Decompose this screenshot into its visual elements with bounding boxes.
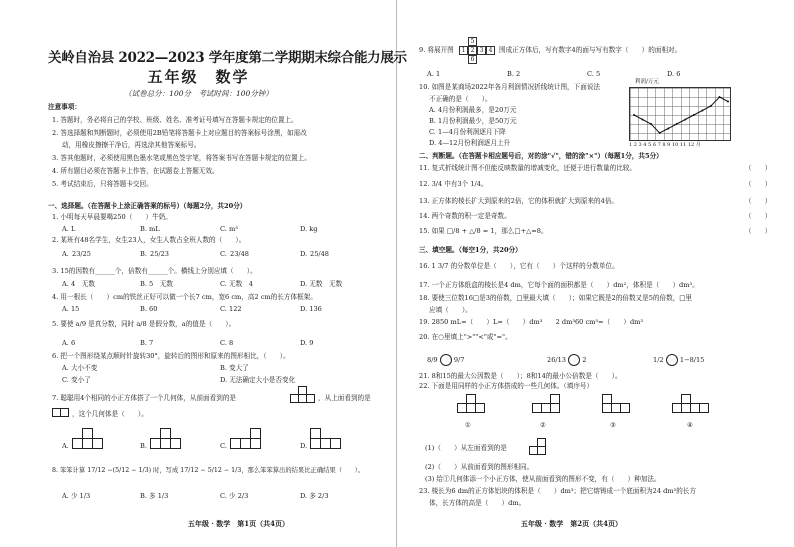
- q2-c-val: 23/48: [230, 250, 250, 258]
- q2-a: A.: [62, 250, 69, 258]
- q3-a: A. 4 无数: [62, 280, 95, 288]
- f20-right1: 9/7: [453, 356, 465, 364]
- q6: 6. 把一个图形绕某点顺时针旋转30°，旋转后的图形和原来的图形相比，（ ）。: [52, 352, 290, 360]
- q1: 1. 小明每天早晨要喝250（ ）牛奶。: [52, 213, 172, 221]
- q2-c: C.: [220, 250, 227, 258]
- q2-d-val: 25/48: [310, 250, 330, 258]
- q7: 7. 聪聪用4个相同的小正方体搭了一个几何体，从前面看到的是: [52, 394, 237, 402]
- compare-circle-2[interactable]: [568, 354, 580, 366]
- q3: 3. 15的因数有______个，倍数有______个。横线上分别应填（ ）。: [52, 267, 257, 275]
- q7-top-label: ，从上面看到的是: [318, 394, 371, 402]
- chart-x-labels: 1 2 3 4 5 6 7 8 9 10 11 12 月: [629, 142, 701, 148]
- q9-d: D. 6: [667, 70, 681, 78]
- q9-a: A. 1: [427, 70, 441, 78]
- q7-question: ，这个几何体是（ ）。: [72, 410, 148, 418]
- q10-a: A. 4月份利润最多，是20万元: [429, 106, 517, 114]
- chart-series-line: [634, 97, 728, 133]
- q9-b: B. 2: [507, 70, 521, 78]
- j12: 12. 3/4 中有3个 1/4。: [419, 180, 488, 188]
- chart-point: [719, 96, 721, 98]
- q3-b: B. 5 无数: [140, 280, 174, 288]
- right-page: [397, 0, 794, 547]
- solid-1-label: ①: [465, 421, 471, 429]
- solid-4-label: ④: [687, 421, 693, 429]
- net-face-6: 6: [468, 55, 477, 64]
- q9-c: C. 5: [587, 70, 601, 78]
- j14: 14. 两个奇数的积一定是奇数。: [419, 212, 511, 220]
- j15-mark[interactable]: （ ）: [745, 227, 772, 235]
- chart-point: [727, 101, 729, 103]
- net-face-5: 5: [468, 37, 477, 46]
- note-2b: 动，用橡皮擦擦干净后，再选涂其他答案标号。: [62, 141, 201, 149]
- f21: 21. 8和15的最大公因数是（ ）；8和14的最小公倍数是（ ）。: [419, 372, 622, 380]
- j13-mark[interactable]: （ ）: [745, 197, 772, 205]
- q4-a: A. 15: [62, 305, 80, 313]
- solid-2-label: ②: [540, 421, 546, 429]
- j13: 13. 正方体的棱长扩大到原来的2倍，它的体积就扩大到原来的4倍。: [419, 197, 619, 205]
- profit-line-chart: [629, 87, 731, 141]
- q9: 9. 将展开图: [419, 46, 454, 54]
- f22-part2: (2)（ ）从前面看到的图形相同。: [425, 463, 534, 471]
- compare-circle-3[interactable]: [666, 354, 678, 366]
- q8-a: A. 少 1/3: [62, 492, 91, 500]
- net-face-1: 1: [459, 46, 468, 55]
- f17: 17. 一个正方体纸盒的棱长是4 dm，它每个面的面积都是（ ）dm²，体积是（ ）dm³。: [419, 281, 699, 289]
- q1-b: B. mL: [140, 225, 160, 233]
- q7-a: A.: [62, 442, 69, 450]
- f16: 16. 1 3/7 的分数单位是（ ），它有（ ）个这样的分数单位。: [419, 262, 619, 270]
- q5-d: D. 9: [300, 339, 314, 347]
- chart-point: [710, 105, 712, 107]
- j11: 11. 复式折线统计图不但能反映数量的增减变化，还便于进行数量的比较。: [419, 164, 636, 172]
- chart-point: [667, 128, 669, 130]
- chart-point: [676, 123, 678, 125]
- chart-svg: [630, 88, 732, 142]
- note-5: 5. 考试结束后，只将答题卡交回。: [52, 180, 153, 188]
- q4: 4. 用一根长（ ）cm的铁丝正好可以做一个长7 cm，宽6 cm，高2 cm的长方体框架。: [52, 293, 317, 301]
- q2-a-val: 23/25: [72, 250, 92, 258]
- right-footer: 五年级 · 数学 第2页（共4页）: [521, 519, 623, 528]
- q1-c: C. m³: [220, 225, 238, 233]
- chart-point: [693, 114, 695, 116]
- f18-cont: 应填（ ）。: [429, 306, 472, 314]
- net-face-3: 3: [477, 46, 486, 55]
- q10-c: C. 1—4月份利润逐月下降: [429, 128, 506, 136]
- q6-b: B. 变大了: [220, 364, 249, 372]
- f20-right2: 2: [582, 356, 587, 364]
- q10: 10. 如图是某商场2022年各月利润情况折线统计图，下面说法: [419, 83, 601, 91]
- q8-b: B. 多 1/3: [140, 492, 169, 500]
- q5-c: C. 8: [220, 339, 234, 347]
- chart-point: [659, 132, 661, 134]
- f22-part3: (3) 给①几何体添一个小正方体，使从前面看到的图形不变，有（ ）种加法。: [425, 475, 661, 483]
- q2-b: B.: [140, 250, 147, 258]
- f22: 22. 下面是用同样的小正方体搭成的一些几何体。（填序号）: [419, 382, 594, 390]
- f19: 19. 2850 mL=（ ）L=（ ）dm³ 2 dm³60 cm³=（ ）dm³: [419, 318, 644, 326]
- q7-d: D.: [300, 442, 308, 450]
- q10-question: 不正确的是（ ）。: [429, 95, 492, 103]
- exam-title: 关岭自治县 2022—2023 学年度第二学期期末综合能力展示: [48, 50, 407, 66]
- q4-b: B. 60: [140, 305, 158, 313]
- section-judge: 二、判断题。（在答题卡相应题号后，对的涂"√"，错的涂"×"）（每题1分，共5分）: [419, 152, 663, 160]
- q7-b: B.: [140, 442, 147, 450]
- q3-c: C. 无数 4: [220, 280, 253, 288]
- chart-point: [650, 123, 652, 125]
- note-4: 4. 所有题目必须在答题卡上作答，在试题卷上答题无效。: [52, 167, 219, 175]
- q5-b: B. 7: [140, 339, 154, 347]
- q2-b-val: 25/23: [150, 250, 170, 258]
- notes-heading: 注意事项：: [48, 103, 81, 111]
- f23-cont: 体，长方体的高是（ ）dm。: [429, 499, 526, 507]
- chart-point: [684, 119, 686, 121]
- q10-b: B. 1月份利润最少，是50万元: [429, 117, 517, 125]
- j15: 15. 如果 □/8 + △/8 = 1，那么□+△=8。: [419, 227, 548, 235]
- j14-mark[interactable]: （ ）: [745, 212, 772, 220]
- q4-d: D. 136: [300, 305, 322, 313]
- f20-left3: 1/2: [653, 356, 664, 364]
- left-footer: 五年级 · 数学 第1页（共4页）: [188, 519, 290, 528]
- exam-subtitle: 五年级 数学: [147, 68, 250, 86]
- solid-3-label: ③: [610, 421, 616, 429]
- f20: 20. 在○里填上">""<"或"="。: [419, 333, 512, 341]
- q8-d: D. 多 2/3: [300, 492, 329, 500]
- q7-c: C.: [220, 442, 227, 450]
- section-fill: 三、填空题。（每空1分，共20分）: [419, 246, 522, 254]
- f23: 23. 棱长为6 dm的正方体铝块的体积是（ ）dm³；把它熔铸成一个底面积为24 dm²的长方: [419, 487, 697, 495]
- q4-c: C. 122: [220, 305, 242, 313]
- net-face-2: 2: [468, 46, 477, 55]
- f20-left2: 26/13: [547, 356, 567, 364]
- q8-c: C. 少 2/3: [220, 492, 249, 500]
- q1-d: D. kg: [300, 225, 318, 233]
- chart-unit: 利润/万元: [635, 79, 659, 85]
- q5: 5. 要使 a/9 是真分数，同时 a/8 是假分数，a的值是（ ）。: [52, 320, 236, 328]
- q6-c: C. 变小了: [62, 376, 91, 384]
- f18: 18. 要使三位数16□是3的倍数，□里最大填（ ）；如果它既是2的倍数又是5的倍数，□里: [419, 294, 693, 302]
- q6-d: D. 无法确定大小是否变化: [220, 376, 296, 384]
- q1-a: A. L: [62, 225, 76, 233]
- q9-question: 围成正方体后，写有数字4的面与写有数字（ ）的面相对。: [499, 46, 682, 54]
- net-face-4: 4: [486, 46, 495, 55]
- f20-right3: 1−8/15: [679, 356, 705, 364]
- q2-d: D.: [300, 250, 308, 258]
- f22-part1: (1)（ ）从左面看到的是: [425, 444, 507, 452]
- f20-item1: [427, 354, 464, 366]
- j12-mark[interactable]: （ ）: [745, 180, 772, 188]
- f20-left1: 8/9: [427, 356, 438, 364]
- f20-item3: [653, 354, 704, 366]
- q3-d: D. 无数 无数: [300, 280, 343, 288]
- chart-point: [642, 119, 644, 121]
- chart-point: [701, 110, 703, 112]
- note-1: 1. 答题时，务必将自己的学校、班级、姓名、准考证号填写在答题卡规定的位置上。: [52, 116, 298, 124]
- section-choice: 一、选择题。（在答题卡上涂正确答案的标号）（每题2分，共20分）: [48, 202, 247, 210]
- q2: 2. 某班有48名学生，女生23人，女生人数占全班人数的（ ）。: [52, 236, 246, 244]
- q10-d: D. 4—12月份利润逐月上升: [429, 139, 511, 147]
- q8: 8. 笨笨计算 17/12 −(5/12 − 1/3) 时，写成 17/12 − 5/12 − 1/3，那么笨笨算出的结果比正确结果（ ）。: [52, 467, 365, 474]
- note-2: 2. 答选择题和判断题时，必须使用2B铅笔将答题卡上对应题目的答案标号涂黑，如需改: [52, 129, 307, 137]
- q6-a: A. 大小不变: [62, 364, 98, 372]
- chart-point: [633, 114, 635, 116]
- exam-meta: （试卷总分：100分 考试时间：100分钟）: [124, 89, 273, 98]
- compare-circle-1[interactable]: [440, 354, 452, 366]
- q5-a: A. 6: [62, 339, 76, 347]
- f20-item2: [547, 354, 586, 366]
- j11-mark[interactable]: （ ）: [745, 164, 772, 172]
- note-3: 3. 答其他题时，必须使用黑色墨水笔或黑色签字笔，将答案书写在答题卡规定的位置上。: [52, 154, 311, 162]
